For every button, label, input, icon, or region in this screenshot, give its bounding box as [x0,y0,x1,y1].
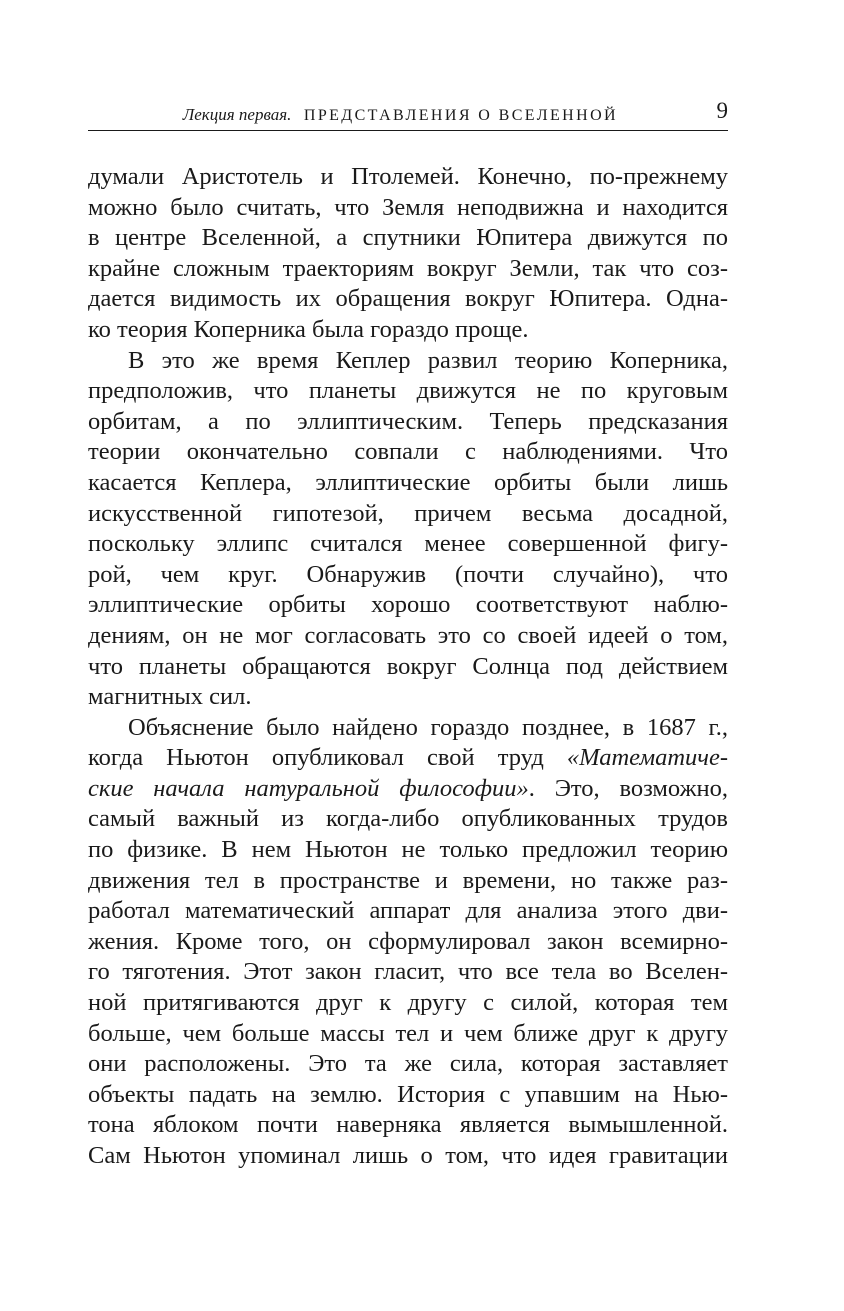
running-head [88,96,728,131]
text-line: что планеты обращаются вокруг Солнца под действием [88,652,728,680]
text-line: жения. Кроме того, он сформулировал закон всемирно- [88,927,728,955]
text-line: дается видимость их обращения вокруг Юпитера. Одна- [88,285,728,313]
text-line: искусственной гипотезой, причем весьма досадной, [88,499,728,527]
page-number: 9 [716,98,728,123]
text-line: поскольку эллипс считался менее совершенной фигу- [88,530,728,558]
text-line: касается Кеплера, эллиптические орбиты были лишь [88,468,728,496]
text-line: тона яблоком почти наверняка является вымышленной. [88,1111,728,1139]
text-line: предположив, что планеты движутся не по круговым [88,377,728,405]
text-line: в центре Вселенной, а спутники Юпитера движутся по [88,224,728,252]
paragraph-1 [88,162,728,346]
text-line: рой, чем круг. Обнаружив (почти случайно), что [88,560,728,588]
chapter-title: ПРЕДСТАВЛЕНИЯ О ВСЕЛЕННОЙ [303,107,618,124]
text-line-with-title [88,743,728,774]
text-fragment: когда Ньютон опубликовал свой труд [88,744,544,772]
text-line: орбитам, а по эллиптическим. Теперь предсказания [88,407,728,435]
text-line: Сам Ньютон упоминал лишь о том, что идея гравитации [88,1142,728,1169]
text-line: магнитных сил. [88,683,252,711]
text-line: движения тел в пространстве и времени, но также раз- [88,866,728,894]
text-line: эллиптические орбиты хорошо соответствуют наблю- [88,591,728,619]
text-fragment: . Это, возможно, [528,774,728,802]
paragraph-2 [88,346,728,713]
paragraph-3 [88,713,728,1172]
text-line: го тяготения. Этот закон гласит, что все тела во Вселен- [88,958,728,986]
text-line: самый важный из когда-либо опубликованных трудов [88,805,728,833]
text-line: ной притягиваются друг к другу с силой, которая тем [88,989,728,1017]
text-line: они расположены. Это та же сила, которая заставляет [88,1050,728,1078]
text-line-with-title [88,774,728,805]
text-line: объекты падать на землю. История с упавшим на Нью- [88,1080,728,1108]
text-line: по физике. В нем Ньютон не только предложил теорию [88,836,728,864]
text-line: дениям, он не мог согласовать это со своей идеей о том, [88,621,728,649]
text-line: В это же время Кеплер развил теорию Коперника, [128,346,728,374]
text-line: Объяснение было найдено гораздо позднее, в 1687 г., [128,713,728,741]
text-line: крайне сложным траекториям вокруг Земли, так что соз- [88,254,728,282]
lecture-label: Лекция первая. [182,105,292,124]
body-text [88,162,728,1172]
text-line: думали Аристотель и Птолемей. Конечно, по-прежнему [88,163,728,190]
text-line: больше, чем больше массы тел и чем ближе друг к другу [88,1019,728,1047]
text-line: можно было считать, что Земля неподвижна и находится [88,193,728,221]
running-head-text [183,104,618,125]
book-title-fragment: «Математиче- [566,744,728,772]
book-title-fragment: ские начала натуральной философии» [88,774,529,802]
text-line: теории окончательно совпали с наблюдениями. Что [88,438,728,466]
text-line: ко теория Коперника была гораздо проще. [88,315,529,343]
text-line: работал математический аппарат для анализа этого дви- [88,897,728,925]
